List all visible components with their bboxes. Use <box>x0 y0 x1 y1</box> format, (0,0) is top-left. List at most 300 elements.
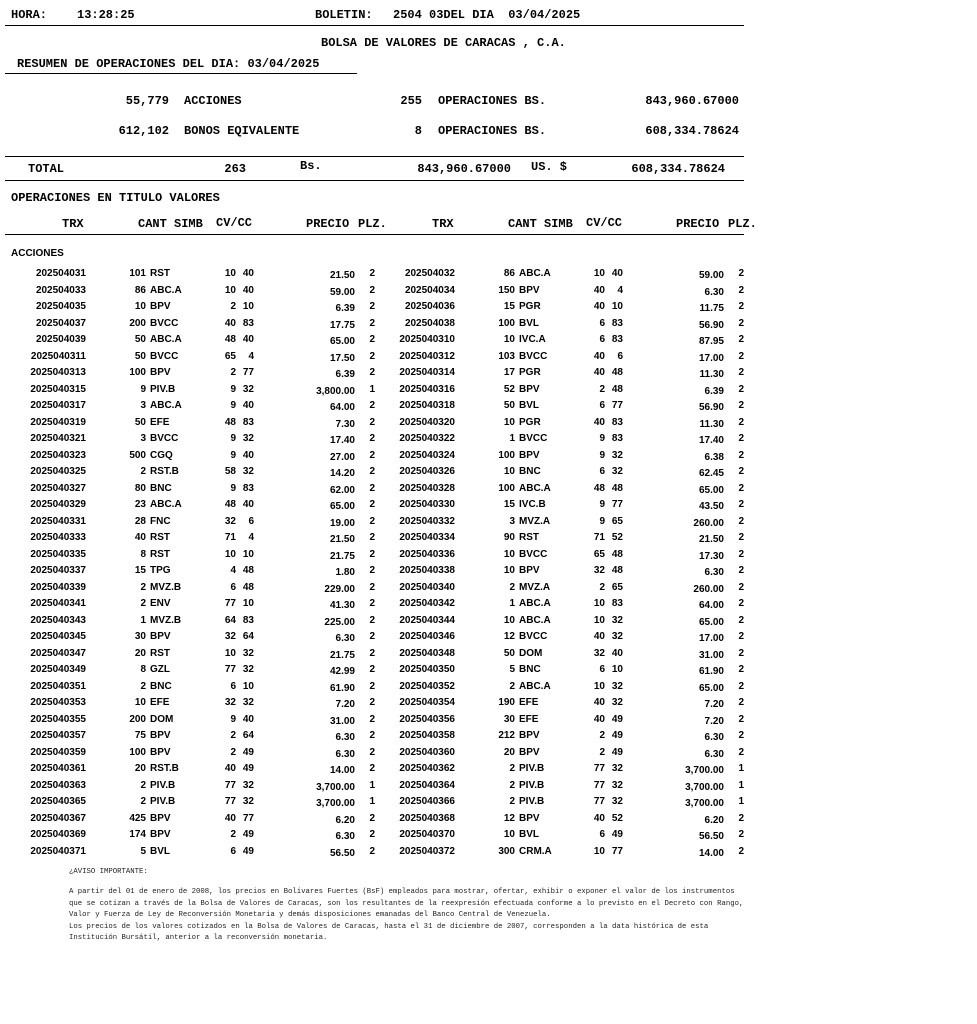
price-cell: 56.50 <box>698 831 724 842</box>
price-cell: 31.00 <box>698 650 724 661</box>
qty-cell: 1 <box>140 615 146 626</box>
trx-cell: 202504035 <box>35 301 86 312</box>
plz-cell: 2 <box>369 400 375 411</box>
price-cell: 59.00 <box>329 287 355 298</box>
cv-cell: 4 <box>230 565 236 576</box>
qty-cell: 12 <box>503 813 515 824</box>
cc-cell: 40 <box>611 648 623 659</box>
trx-cell: 2025040355 <box>30 714 86 725</box>
col-cvcc-left: CV/CC <box>216 216 253 230</box>
plz-cell: 2 <box>738 565 744 576</box>
qty-cell: 28 <box>134 516 146 527</box>
cc-cell: 65 <box>611 582 623 593</box>
trx-cell: 2025040354 <box>399 697 455 708</box>
column-header-divider <box>5 234 744 235</box>
cc-cell: 4 <box>248 351 254 362</box>
trx-cell: 2025040312 <box>399 351 455 362</box>
symbol-cell: FNC <box>150 516 171 527</box>
cv-cell: 48 <box>224 334 236 345</box>
price-cell: 64.00 <box>329 402 355 413</box>
qty-cell: 10 <box>134 301 146 312</box>
qty-cell: 8 <box>140 664 146 675</box>
plz-cell: 2 <box>369 681 375 692</box>
summary-amount: 843,960.67000 <box>645 94 739 108</box>
symbol-cell: BVCC <box>150 318 179 329</box>
trx-cell: 2025040344 <box>399 615 455 626</box>
trx-cell: 2025040345 <box>30 631 86 642</box>
qty-cell: 20 <box>134 763 146 774</box>
price-cell: 229.00 <box>324 584 355 595</box>
cc-cell: 48 <box>611 549 623 560</box>
qty-cell: 23 <box>134 499 146 510</box>
col-precio-left: PRECIO <box>306 217 350 231</box>
cv-cell: 2 <box>230 301 236 312</box>
cv-cell: 10 <box>593 615 605 626</box>
symbol-cell: ABC.A <box>519 615 551 626</box>
qty-cell: 10 <box>503 615 515 626</box>
plz-cell: 2 <box>738 681 744 692</box>
price-cell: 17.40 <box>698 435 724 446</box>
trx-cell: 202504039 <box>35 334 86 345</box>
trx-cell: 2025040357 <box>30 730 86 741</box>
plz-cell: 2 <box>738 631 744 642</box>
cc-cell: 65 <box>611 516 623 527</box>
plz-cell: 2 <box>738 417 744 428</box>
price-cell: 1.80 <box>335 567 355 578</box>
cv-cell: 65 <box>593 549 605 560</box>
cc-cell: 77 <box>611 846 623 857</box>
cc-cell: 10 <box>242 598 254 609</box>
qty-cell: 90 <box>503 532 515 543</box>
plz-cell: 2 <box>738 664 744 675</box>
hora-value: 13:28:25 <box>77 8 135 22</box>
trx-cell: 2025040341 <box>30 598 86 609</box>
price-cell: 21.50 <box>329 534 355 545</box>
summary-ops-label: OPERACIONES BS. <box>438 124 547 138</box>
trx-cell: 2025040364 <box>399 780 455 791</box>
cc-cell: 10 <box>242 681 254 692</box>
symbol-cell: ABC.A <box>150 334 182 345</box>
plz-cell: 2 <box>738 532 744 543</box>
trx-cell: 202504037 <box>35 318 86 329</box>
cv-cell: 6 <box>599 334 605 345</box>
symbol-cell: BPV <box>519 565 540 576</box>
symbol-cell: BPV <box>519 384 540 395</box>
qty-cell: 3 <box>509 516 515 527</box>
symbol-cell: BPV <box>519 813 540 824</box>
symbol-cell: BPV <box>519 450 540 461</box>
price-cell: 61.90 <box>329 683 355 694</box>
trx-cell: 2025040313 <box>30 367 86 378</box>
qty-cell: 75 <box>134 730 146 741</box>
cc-cell: 32 <box>611 466 623 477</box>
trx-cell: 2025040338 <box>399 565 455 576</box>
trx-cell: 2025040352 <box>399 681 455 692</box>
cc-cell: 49 <box>242 747 254 758</box>
trx-cell: 202504033 <box>35 285 86 296</box>
cv-cell: 32 <box>593 648 605 659</box>
plz-cell: 2 <box>738 334 744 345</box>
plz-cell: 2 <box>738 483 744 494</box>
trx-cell: 2025040372 <box>399 846 455 857</box>
trx-cell: 2025040353 <box>30 697 86 708</box>
qty-cell: 10 <box>503 829 515 840</box>
qty-cell: 174 <box>129 829 146 840</box>
col-plz-right: PLZ. <box>728 217 757 231</box>
symbol-cell: ENV <box>150 598 171 609</box>
price-cell: 6.39 <box>335 303 355 314</box>
price-cell: 65.00 <box>329 501 355 512</box>
symbol-cell: EFE <box>519 697 539 708</box>
qty-cell: 100 <box>129 367 146 378</box>
qty-cell: 50 <box>134 351 146 362</box>
symbol-cell: RST <box>150 268 170 279</box>
cc-cell: 83 <box>242 615 254 626</box>
symbol-cell: BPV <box>519 285 540 296</box>
plz-cell: 2 <box>369 615 375 626</box>
qty-cell: 1 <box>509 433 515 444</box>
symbol-cell: PIV.B <box>519 763 545 774</box>
symbol-cell: MVZ.A <box>519 582 551 593</box>
price-cell: 3,700.00 <box>316 798 355 809</box>
qty-cell: 5 <box>509 664 515 675</box>
qty-cell: 10 <box>503 334 515 345</box>
price-cell: 6.38 <box>704 452 724 463</box>
cv-cell: 2 <box>230 747 236 758</box>
plz-cell: 2 <box>738 730 744 741</box>
notice-block <box>69 868 749 945</box>
cc-cell: 49 <box>611 829 623 840</box>
price-cell: 21.50 <box>329 270 355 281</box>
price-cell: 6.39 <box>335 369 355 380</box>
plz-cell: 2 <box>738 697 744 708</box>
symbol-cell: BNC <box>150 681 172 692</box>
trx-cell: 2025040363 <box>30 780 86 791</box>
trx-cell: 2025040333 <box>30 532 86 543</box>
qty-cell: 12 <box>503 631 515 642</box>
cv-cell: 77 <box>224 796 236 807</box>
plz-cell: 2 <box>738 582 744 593</box>
qty-cell: 80 <box>134 483 146 494</box>
cc-cell: 32 <box>611 796 623 807</box>
cc-cell: 49 <box>611 714 623 725</box>
qty-cell: 103 <box>498 351 515 362</box>
cv-cell: 40 <box>224 763 236 774</box>
plz-cell: 2 <box>369 730 375 741</box>
qty-cell: 15 <box>503 301 515 312</box>
trx-cell: 2025040316 <box>399 384 455 395</box>
cc-cell: 10 <box>242 301 254 312</box>
qty-cell: 100 <box>498 450 515 461</box>
qty-cell: 500 <box>129 450 146 461</box>
price-cell: 21.75 <box>329 650 355 661</box>
symbol-cell: BVCC <box>150 351 179 362</box>
symbol-cell: BVCC <box>519 631 548 642</box>
qty-cell: 2 <box>509 763 515 774</box>
symbol-cell: MVZ.B <box>150 615 182 626</box>
cv-cell: 40 <box>593 285 605 296</box>
cc-cell: 40 <box>242 334 254 345</box>
symbol-cell: BPV <box>150 631 171 642</box>
cv-cell: 9 <box>230 450 236 461</box>
trx-cell: 2025040356 <box>399 714 455 725</box>
cc-cell: 83 <box>242 318 254 329</box>
qty-cell: 212 <box>498 730 515 741</box>
price-cell: 17.00 <box>698 353 724 364</box>
cc-cell: 32 <box>611 697 623 708</box>
trx-cell: 2025040362 <box>399 763 455 774</box>
qty-cell: 2 <box>140 780 146 791</box>
trx-cell: 2025040325 <box>30 466 86 477</box>
symbol-cell: DOM <box>150 714 174 725</box>
qty-cell: 100 <box>498 483 515 494</box>
cc-cell: 49 <box>611 730 623 741</box>
total-bs-amount: 843,960.67000 <box>417 162 511 176</box>
qty-cell: 2 <box>509 796 515 807</box>
institution-name: BOLSA DE VALORES DE CARACAS , C.A. <box>321 36 566 50</box>
symbol-cell: DOM <box>519 648 543 659</box>
category-label: ACCIONES <box>11 248 64 259</box>
qty-cell: 50 <box>503 648 515 659</box>
trx-cell: 2025040318 <box>399 400 455 411</box>
cv-cell: 9 <box>599 433 605 444</box>
col-plz-left: PLZ. <box>358 217 387 231</box>
cc-cell: 40 <box>242 268 254 279</box>
cc-cell: 48 <box>611 483 623 494</box>
cv-cell: 40 <box>593 417 605 428</box>
cc-cell: 48 <box>611 565 623 576</box>
price-cell: 56.90 <box>698 402 724 413</box>
plz-cell: 2 <box>738 829 744 840</box>
price-cell: 6.39 <box>704 386 724 397</box>
qty-cell: 3 <box>140 433 146 444</box>
cv-cell: 2 <box>599 747 605 758</box>
cv-cell: 6 <box>230 846 236 857</box>
price-cell: 59.00 <box>698 270 724 281</box>
price-cell: 6.30 <box>335 749 355 760</box>
trx-cell: 2025040331 <box>30 516 86 527</box>
price-cell: 62.45 <box>698 468 724 479</box>
price-cell: 7.20 <box>704 716 724 727</box>
symbol-cell: BNC <box>519 664 541 675</box>
header-divider <box>5 25 744 26</box>
cc-cell: 49 <box>611 747 623 758</box>
trx-cell: 2025040370 <box>399 829 455 840</box>
cv-cell: 10 <box>593 846 605 857</box>
cc-cell: 49 <box>242 763 254 774</box>
section-title: OPERACIONES EN TITULO VALORES <box>11 191 220 205</box>
cv-cell: 40 <box>593 301 605 312</box>
price-cell: 21.75 <box>329 551 355 562</box>
cv-cell: 77 <box>593 780 605 791</box>
trx-cell: 2025040336 <box>399 549 455 560</box>
symbol-cell: PIV.B <box>150 796 176 807</box>
plz-cell: 2 <box>369 532 375 543</box>
cv-cell: 9 <box>230 433 236 444</box>
trx-cell: 2025040350 <box>399 664 455 675</box>
col-cant-simb-right: CANT SIMB <box>508 217 573 231</box>
cv-cell: 9 <box>230 483 236 494</box>
plz-cell: 2 <box>369 582 375 593</box>
symbol-cell: ABC.A <box>519 598 551 609</box>
qty-cell: 2 <box>509 582 515 593</box>
cv-cell: 48 <box>224 499 236 510</box>
cv-cell: 64 <box>224 615 236 626</box>
cv-cell: 6 <box>599 400 605 411</box>
plz-cell: 2 <box>738 433 744 444</box>
cv-cell: 10 <box>224 549 236 560</box>
trx-cell: 202504031 <box>35 268 86 279</box>
price-cell: 62.00 <box>329 485 355 496</box>
total-label: TOTAL <box>28 162 65 176</box>
boletin-label: BOLETIN: <box>315 8 373 22</box>
symbol-cell: BPV <box>150 813 171 824</box>
total-bs-label: Bs. <box>300 159 322 173</box>
qty-cell: 17 <box>503 367 515 378</box>
cv-cell: 10 <box>593 268 605 279</box>
price-cell: 6.30 <box>704 567 724 578</box>
price-cell: 6.20 <box>335 815 355 826</box>
price-cell: 11.30 <box>699 419 724 430</box>
symbol-cell: IVC.A <box>519 334 546 345</box>
qty-cell: 150 <box>498 285 515 296</box>
plz-cell: 2 <box>369 631 375 642</box>
cc-cell: 77 <box>611 400 623 411</box>
qty-cell: 30 <box>503 714 515 725</box>
plz-cell: 2 <box>369 664 375 675</box>
plz-cell: 1 <box>369 796 375 807</box>
cc-cell: 4 <box>617 285 623 296</box>
trx-cell: 2025040358 <box>399 730 455 741</box>
qty-cell: 425 <box>129 813 146 824</box>
cc-cell: 4 <box>248 532 254 543</box>
cc-cell: 64 <box>242 631 254 642</box>
symbol-cell: RST <box>519 532 539 543</box>
price-cell: 65.00 <box>698 485 724 496</box>
symbol-cell: BVL <box>519 318 539 329</box>
cc-cell: 48 <box>242 565 254 576</box>
cv-cell: 77 <box>593 763 605 774</box>
qty-cell: 5 <box>140 846 146 857</box>
trx-cell: 2025040351 <box>30 681 86 692</box>
price-cell: 6.30 <box>704 287 724 298</box>
plz-cell: 2 <box>369 318 375 329</box>
plz-cell: 2 <box>369 367 375 378</box>
price-cell: 6.30 <box>335 831 355 842</box>
symbol-cell: BPV <box>519 747 540 758</box>
qty-cell: 30 <box>134 631 146 642</box>
cc-cell: 64 <box>242 730 254 741</box>
summary-title: RESUMEN DE OPERACIONES DEL DIA: 03/04/2025 <box>17 57 320 71</box>
plz-cell: 2 <box>738 499 744 510</box>
cc-cell: 40 <box>242 400 254 411</box>
trx-cell: 2025040329 <box>30 499 86 510</box>
trx-cell: 2025040360 <box>399 747 455 758</box>
total-us-amount: 608,334.78624 <box>631 162 725 176</box>
trx-cell: 2025040371 <box>30 846 86 857</box>
price-cell: 31.00 <box>329 716 355 727</box>
symbol-cell: MVZ.A <box>519 516 551 527</box>
symbol-cell: BNC <box>150 483 172 494</box>
trx-cell: 2025040323 <box>30 450 86 461</box>
price-cell: 14.00 <box>329 765 355 776</box>
symbol-cell: EFE <box>150 417 170 428</box>
price-cell: 17.00 <box>698 633 724 644</box>
cv-cell: 32 <box>224 516 236 527</box>
plz-cell: 2 <box>738 450 744 461</box>
cv-cell: 32 <box>224 697 236 708</box>
price-cell: 6.20 <box>704 815 724 826</box>
cc-cell: 40 <box>242 499 254 510</box>
symbol-cell: EFE <box>150 697 170 708</box>
trx-cell: 2025040342 <box>399 598 455 609</box>
cc-cell: 32 <box>242 466 254 477</box>
symbol-cell: BVCC <box>519 549 548 560</box>
qty-cell: 50 <box>503 400 515 411</box>
col-cant-simb-left: CANT SIMB <box>138 217 203 231</box>
cc-cell: 83 <box>611 598 623 609</box>
price-cell: 14.00 <box>698 848 724 859</box>
qty-cell: 2 <box>140 796 146 807</box>
price-cell: 43.50 <box>698 501 724 512</box>
boletin-value: 2504 03DEL DIA 03/04/2025 <box>393 8 581 22</box>
plz-cell: 1 <box>738 763 744 774</box>
cv-cell: 40 <box>593 714 605 725</box>
plz-cell: 2 <box>369 714 375 725</box>
cv-cell: 71 <box>593 532 605 543</box>
qty-cell: 2 <box>140 598 146 609</box>
cv-cell: 77 <box>224 780 236 791</box>
trx-cell: 2025040359 <box>30 747 86 758</box>
qty-cell: 40 <box>134 532 146 543</box>
plz-cell: 2 <box>369 565 375 576</box>
trx-cell: 2025040314 <box>399 367 455 378</box>
symbol-cell: EFE <box>519 714 539 725</box>
cv-cell: 77 <box>224 598 236 609</box>
cv-cell: 6 <box>230 582 236 593</box>
total-bottom-divider <box>5 180 744 181</box>
cv-cell: 40 <box>593 813 605 824</box>
cv-cell: 40 <box>224 318 236 329</box>
cv-cell: 9 <box>230 400 236 411</box>
qty-cell: 100 <box>498 318 515 329</box>
cv-cell: 2 <box>599 582 605 593</box>
total-ops: 263 <box>224 162 246 176</box>
symbol-cell: PIV.B <box>519 796 545 807</box>
qty-cell: 10 <box>503 565 515 576</box>
cc-cell: 10 <box>242 549 254 560</box>
plz-cell: 1 <box>738 780 744 791</box>
qty-cell: 200 <box>129 318 146 329</box>
price-cell: 42.99 <box>329 666 355 677</box>
cv-cell: 32 <box>224 631 236 642</box>
cc-cell: 83 <box>611 334 623 345</box>
summary-qty: 612,102 <box>118 124 169 138</box>
cc-cell: 83 <box>242 417 254 428</box>
qty-cell: 15 <box>503 499 515 510</box>
cv-cell: 77 <box>593 796 605 807</box>
qty-cell: 300 <box>498 846 515 857</box>
symbol-cell: BVL <box>150 846 170 857</box>
plz-cell: 2 <box>738 384 744 395</box>
trx-cell: 2025040347 <box>30 648 86 659</box>
qty-cell: 50 <box>134 334 146 345</box>
trx-cell: 202504038 <box>404 318 455 329</box>
symbol-cell: BVL <box>519 400 539 411</box>
cc-cell: 32 <box>242 796 254 807</box>
plz-cell: 2 <box>738 648 744 659</box>
symbol-cell: RST.B <box>150 763 179 774</box>
